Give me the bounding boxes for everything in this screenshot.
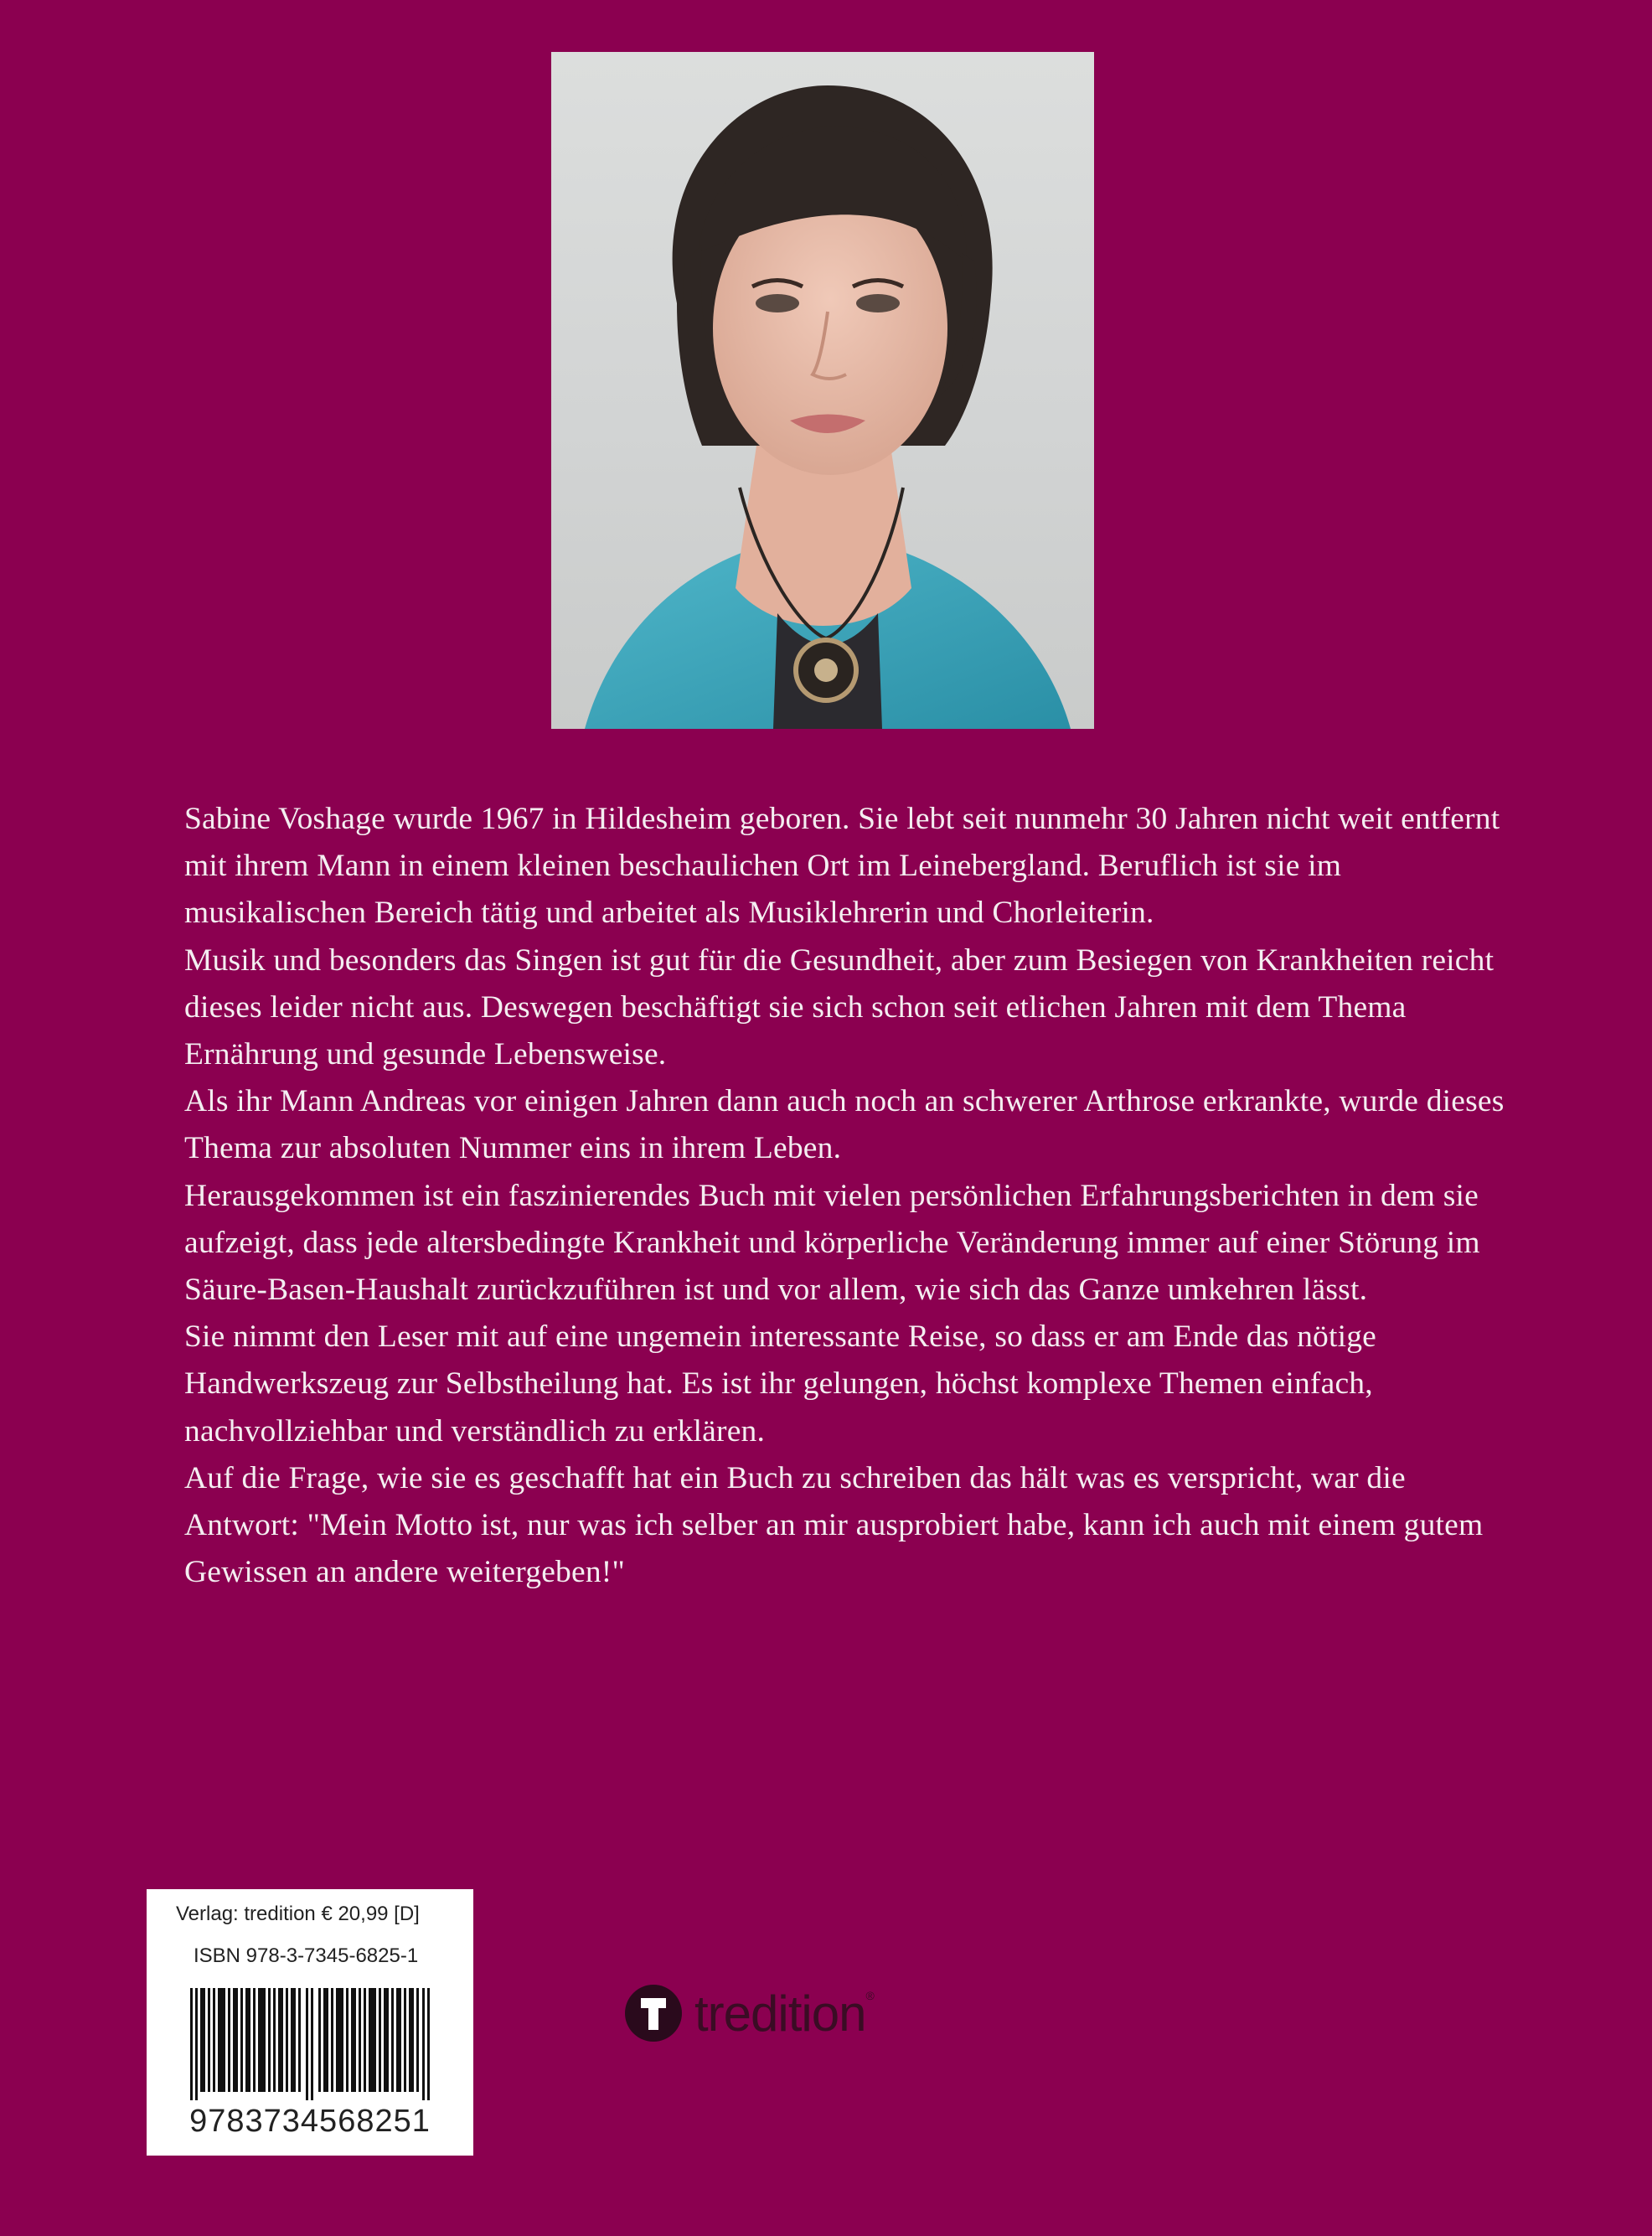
bio-paragraph: Sie nimmt den Leser mit auf eine ungemein interessante Reise, so dass er am Ende das nötige Handwerkszeug zur Selbstheilung hat. Es ist ihr gelungen, höchst komplexe Themen einfach, nachvollziehbar und verständlich zu erklären. xyxy=(184,1319,1377,1448)
author-portrait-photo xyxy=(551,52,1094,729)
barcode-digits: 9783734568251 xyxy=(189,2104,431,2139)
bio-paragraph: Musik und besonders das Singen ist gut für die Gesundheit, aber zum Besiegen von Krankheiten reicht dieses leider nicht aus. Deswegen beschäftigt sie sich schon seit etlichen Jahren mit dem Thema Ernährung und gesunde Lebensweise. xyxy=(184,942,1495,1072)
publisher-logo xyxy=(624,1984,875,2042)
bio-paragraph: Sabine Voshage wurde 1967 in Hildesheim geboren. Sie lebt seit nunmehr 30 Jahren nicht weit entfernt mit ihrem Mann in einem kleinen beschaulichen Ort im Leinebergland. Beruflich ist sie im musikalischen Bereich tätig und arbeitet als Musiklehrerin und Chorleiterin. xyxy=(184,802,1500,931)
logo-text: tredition xyxy=(694,1985,866,2042)
publisher-price: Verlag: tredition € 20,99 [D] xyxy=(176,1903,420,1925)
author-biography xyxy=(184,796,1508,1596)
bio-paragraph: Als ihr Mann Andreas vor einigen Jahren dann auch noch an schwerer Arthrose erkrankte, wurde dieses Thema zur absoluten Nummer eins in ihrem Leben. xyxy=(184,1084,1505,1166)
tredition-logo-icon xyxy=(624,1984,683,2042)
author-photo xyxy=(551,52,1094,729)
bio-paragraph: Auf die Frage, wie sie es geschafft hat ein Buch zu schreiben das hält was es verspricht, war die Antwort: "Mein Motto ist, nur was ich selber an mir ausprobiert habe, kann ich auch mit einem gutem Gewissen an andere weitergeben!" xyxy=(184,1460,1484,1590)
bio-paragraph: Herausgekommen ist ein faszinierendes Buch mit vielen persönlichen Erfahrungsberichten in dem sie aufzeigt, dass jede altersbedingte Krankheit und körperliche Veränderung immer auf einer Störung im Säure-Basen-Haushalt zurückzuführen ist und vor allem, wie sich das Ganze umkehren lässt. xyxy=(184,1178,1480,1308)
barcode-bars xyxy=(190,1988,430,2100)
trademark-symbol: ® xyxy=(865,1989,875,2002)
isbn-number: ISBN 978-3-7345-6825-1 xyxy=(194,1944,419,1967)
isbn-barcode-box xyxy=(147,1889,473,2156)
